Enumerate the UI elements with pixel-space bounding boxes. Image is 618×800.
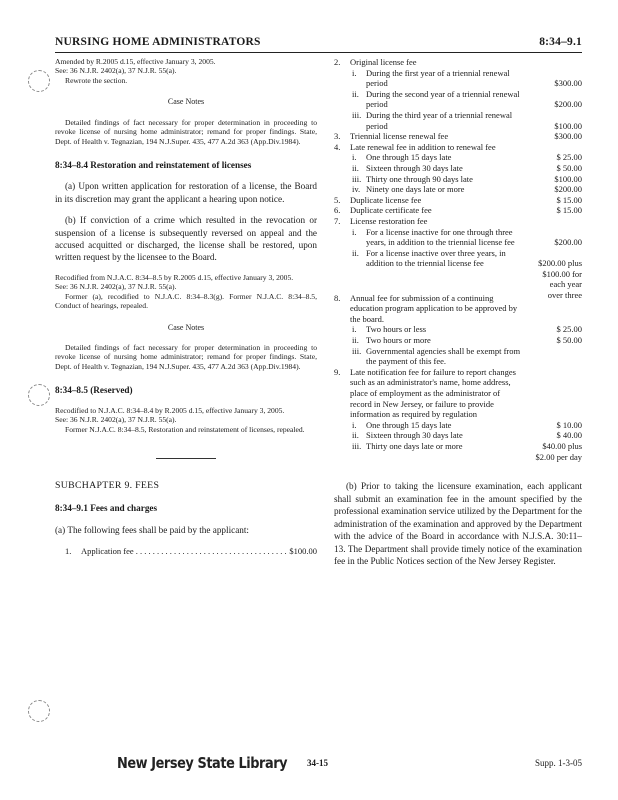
fee-item: 9. Late notification fee for failure to report changes such as an administrator's name, home address, place of employment as the administrator of record in New Jersey, or failure to provide information as required by regulation [334,366,516,420]
left-column [55,57,317,557]
case-note-text: Detailed findings of fact necessary for proper determination in proceeding to revoke license of nursing home administrator; remand for proper findings. State, Dept. of Health v. Tegnazian, 194 N.J.Super. 435, 477 A.2d 363 (App.Div.1984). [55,343,317,371]
fee-subitem: iii. During the third year of a triennial renewal period $100.00 [352,109,582,131]
fee-item: 2. Original license fee [334,57,417,67]
section-title-8-4: 8:34–8.4 Restoration and reinstatement of licenses [55,159,252,170]
paragraph-9-1-a: (a) The following fees shall be paid by the applicant: [55,524,249,535]
header-rule [55,52,582,53]
fee-item: 4. Late renewal fee in addition to renewal fee [334,141,496,152]
fee-continuation: $100.00 for each year over three [542,268,582,301]
section-title-8-5: 8:34–8.5 (Reserved) [55,385,133,396]
fee-item: 3. Triennial license renewal fee $300.00 [334,131,582,142]
header-section-range: 8:34–9.1 [539,36,582,48]
amendment-note: Amended by R.2005 d.15, effective January 3, 2005. See: 36 N.J.R. 2402(a), 37 N.J.R. 55(a). Rewrote the section. [55,57,216,85]
fee-subitem: iii. Governmental agencies shall be exempt from the payment of this fee. [352,345,521,367]
fee-item: 6. Duplicate certificate fee $ 15.00 [334,205,582,216]
fee-subitem: i. One through 15 days late $ 10.00 [352,419,582,430]
fee-item: 1. Application fee . . . $100.00 [55,546,317,557]
fee-item: 8. Annual fee for submission of a continuing education program application to be approved by the board. [334,292,518,324]
fee-item: 5. Duplicate license fee $ 15.00 [334,194,582,205]
punch-hole-mark [28,70,50,92]
fee-subitem: i. One through 15 days late $ 25.00 [352,152,582,163]
running-header [55,36,582,50]
case-notes-heading: Case Notes [167,97,205,107]
punch-hole-mark [28,700,50,722]
fee-subitem: iii. Thirty one days late or more $40.00 plus [352,440,582,451]
subchapter-heading: SUBCHAPTER 9. FEES [55,479,160,491]
case-notes-heading: Case Notes [167,322,205,332]
case-note-text: Detailed findings of fact necessary for proper determination in proceeding to revoke license of nursing home administrator; remand for proper findings. State, Dept. of Health v. Tegnazian, 194 N.J.Super. 435, 477 A.2d 363 (App.Div.1984). [55,117,317,146]
history-note: Recodified from N.J.A.C. 8:34–8.5 by R.2005 d.15, effective January 3, 2005. See: 36 N.J.R. 2402(a), 37 N.J.R. 55(a). Former (a), recodified to N.J.A.C. 8:34–8.3(g). Former N.J.A.C. 8:34–8.5, Conduct of hearings, repealed. [55,272,317,311]
supplement-date: Supp. 1-3-05 [535,758,582,768]
fee-subitem: ii. Sixteen through 30 days late $ 40.00 [352,430,582,441]
section-title-9-1: 8:34–9.1 Fees and charges [55,503,158,514]
fee-subitem: i. During the first year of a triennial renewal period $300.00 [352,67,582,89]
fee-subitem: ii. Sixteen through 30 days late $ 50.00 [352,162,582,173]
library-stamp: New Jersey State Library [117,754,288,772]
right-column [334,57,582,568]
fee-subitem: i. Two hours or less $ 25.00 [352,324,582,335]
paragraph-8-4-a: (a) Upon written application for restoration of a license, the Board in its discretion may grant the applicant a hearing upon notice. [55,181,317,204]
fee-subitem: ii. For a license inactive over three years, in addition to the triennial license fee $200.00 plus [352,247,582,269]
fee-item: 7. License restoration fee [334,215,428,226]
history-note: Recodified to N.J.A.C. 8:34–8.4 by R.2005 d.15, effective January 3, 2005. See: 36 N.J.R. 2402(a), 37 N.J.R. 55(a). Former N.J.A.C. 8:34–8.5, Restoration and reinstatement of licenses, repealed. [55,405,305,434]
page-number: 34-15 [307,758,328,768]
paragraph-8-4-b: (b) If conviction of a crime which resulted in the revocation or suspension of a license is subsequently reversed on appeal and the accused acquitted or discharged, the license shall be restored, upon written request by the licensee to the Board. [55,215,317,263]
fee-subitem: iv. Ninety one days late or more $200.00 [352,184,582,195]
fee-subitem: i. For a license inactive for one through three years, in addition to the triennial license fee $200.00 [352,226,582,248]
divider [156,458,216,459]
paragraph-9-1-b: (b) Prior to taking the licensure examination, each applicant shall submit an examination fee in the amount specified by the professional examination service utilized by the Department for the administration of the examination and approved by the Department with the advice of the Board in accordance with N.J.S.A. 30:11–13. The Department shall provide timely notice of the examination fee in the Public Notices section of the New Jersey Register. [334,481,582,567]
punch-hole-mark [28,384,50,406]
header-title: NURSING HOME ADMINISTRATORS [55,36,261,48]
fee-continuation: $2.00 per day [535,451,582,462]
page-footer [55,754,582,778]
fee-subitem: iii. Thirty one through 90 days late $100.00 [352,173,582,184]
fee-subitem: ii. During the second year of a triennial renewal period $200.00 [352,88,582,110]
fee-subitem: ii. Two hours or more $ 50.00 [352,335,582,346]
